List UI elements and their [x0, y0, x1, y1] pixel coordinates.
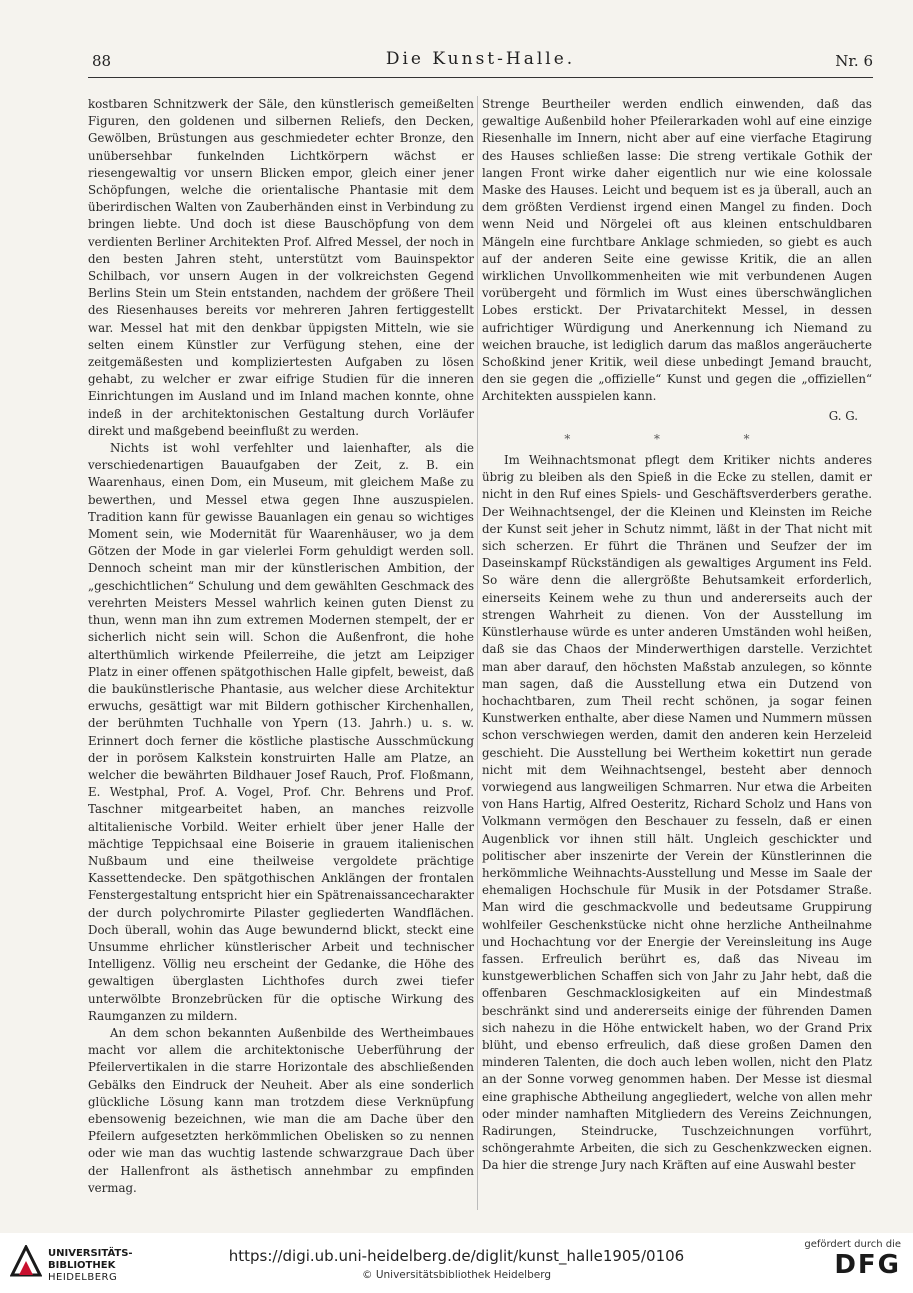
- header-rule: [88, 77, 873, 78]
- copyright-notice: © Universitätsbibliothek Heidelberg: [361, 1269, 551, 1281]
- paragraph: Im Weihnachtsmonat pflegt dem Kritiker nichts anderes übrig zu bleiben als den Spieß in die Ecke zu stellen, damit er nicht in den Ruf eines Spiels- und Geschäftsverderbers gerathe. Der Weihnachtsengel, der die Kleinen und Kleinsten im Reiche der Kunst seit jeher in Schutz nimmt, läßt in der That nicht mit sich scherzen. Er führt die Thränen und Seufzer der im Daseinskampf Rückständigen als gewaltiges Argument ins Feld. So wäre denn die allergrößte Behutsamkeit erforderlich, einerseits Keinem wehe zu thun und andererseits auch der strengen Wahrheit zu dienen. Von der Ausstellung im Künstlerhause würde es unter anderen Umständen wohl heißen, daß sie das Chaos der Minderwerthigen darstelle. Verzichtet man aber darauf, den höchsten Maßstab anzulegen, so könnte man sagen, daß die Ausstellung etwa ein Dutzend von hochachtbaren, zum Theil recht schönen, ja sogar feinen Kunstwerken enthalte, aber diese Namen und Nummern müssen schon verschwiegen werden, damit den anderen kein Herzeleid geschieht. Die Ausstellung bei Wertheim kokettirt nun gerade nicht mit dem Weihnachtsengel, besteht aber dennoch vorwiegend aus langweiligen Schmarren. Nur etwa die Arbeiten von Hans Hartig, Alfred Oesteritz, Richard Scholz und Hans von Volkmann vermögen den Beschauer zu fesseln, daß er einen Augenblick vor ihnen still hält. Ungleich geschickter und politischer aber inszenirte der Verein der Künstlerinnen die herkömmliche Weihnachts-Ausstellung und Messe im Saale der ehemaligen Hochschule für Musik in der Potsdamer Straße. Man wird die geschmackvolle und bedeutsame Gruppirung wohlfeiler Geschenkstücke nicht ohne herzliche Antheilnahme und Hochachtung vor der Energie der Vereinsleitung ins Auge fassen. Erfreulich berührt es, daß das Niveau im kunstgewerblichen Schaffen sich von Jahr zu Jahr hebt, daß die offenbaren Geschmacklosigkeiten auf ein Mindestmaß beschränkt sind und andererseits einige der führenden Damen sich nahezu in die Höhe entwickelt haben, wo der Grand Prix blüht, und ebenso erfreulich, daß diese großen Damen den minderen Talenten, die doch auch leben wollen, nicht den Platz an der Sonne vorweg genommen haben. Der Messe ist diesmal eine graphische Abtheilung angegliedert, welche von allen mehr oder minder namhaften Mitgliedern des Vereins Zeichnungen, Radirungen, Steindrucke, Tuschzeichnungen vorführt, schöngerahmte Arbeiten, die sich zu Geschenkzwecken eignen. Da hier die strenge Jury nach Kräften auf eine Auswahl bester: [482, 453, 872, 1173]
- paragraph: Strenge Beurtheiler werden endlich einwenden, daß das gewaltige Außenbild hoher Pfeilerarkaden wohl auf eine einzige Riesenhalle im Innern, nicht aber auf eine vierfache Etagirung des Hauses schließen lasse: Die streng vertikale Gothik der langen Front wirke daher eigentlich nur wie eine kolossale Maske des Hauses. Leicht und bequem ist es ja überall, auch an dem größten Verdienst irgend einen Mangel zu finden. Doch wenn Neid und Nörgelei oft aus kleinen entschuldbaren Mängeln eine furchtbare Anklage schmieden, so giebt es auch auf der anderen Seite eine gewisse Kritik, die an allen wirklichen Unvollkommenheiten wie mit verbundenen Augen vorübergeht und förmlich im Wust eines überschwänglichen Lobes erstickt. Der Privatarchitekt Messel, in dessen aufrichtiger Würdigung und Anerkennung ich Niemand zu weichen brauche, ist lediglich darum das maßlos angeräucherte Schoßkind jener Kritik, weil diese unbedingt Jemand braucht, den sie gegen die „offizielle“ Kunst und gegen die „offiziellen“ Architekten ausspielen kann.: [482, 97, 872, 404]
- running-header: [88, 49, 873, 80]
- dfg-logo[interactable]: [791, 1239, 901, 1287]
- paragraph: An dem schon bekannten Außenbilde des Wertheimbaues macht vor allem die architektonische Ueberführung der Pfeilervertikalen in die starre Horizontale des abschließenden Gebälks den Eindruck der Neuheit. Aber als eine sonderlich glückliche Lösung kann man trotzdem diese Verknüpfung ebensowenig bezeichnen, wie man die am Dache über den Pfeilern aufgesetzten herkömmlichen Obelisken so zu nennen oder wie man das wuchtig lastende schwarzgraue Dach über der Hallenfront als ästhetisch annehmbar zu empfinden vermag.: [88, 1025, 474, 1195]
- column-divider: [477, 96, 478, 1210]
- viewer-footer: [0, 1233, 913, 1293]
- paragraph: kostbaren Schnitzwerk der Säle, den künstlerisch gemeißelten Figuren, den goldenen und silbernen Reliefs, den Decken, Gewölben, Brüstungen aus geschmiedeter echter Bronze, den unübersehbar funkelnden Lichtkörpern wächst er riesengewaltig vor unsern Blicken empor, gleich einer jener Schöpfungen, welche die orientalische Phantasie mit dem überirdischen Walten von Zauberhänden einst in Verbindung zu bringen liebte. Und doch ist diese Bauschöpfung von dem verdienten Berliner Architekten Prof. Alfred Messel, der noch in den besten Jahren steht, unterstützt vom Bauinspektor Schilbach, vor unsern Augen in der volkreichsten Gegend Berlins Stein um Stein entstanden, nachdem der größere Theil des Riesenhauses bereits vor mehreren Jahren fertiggestellt war. Messel hat mit den denkbar üppigsten Mitteln, wie sie selten einem Künstler zur Verfügung stehen, eine der zeitgemäßesten und kompliziertesten Aufgaben zu lösen gehabt, zu welcher er zwar eifrige Studien für die inneren Einrichtungen im Ausland und im Inland machen konnte, ohne indeß in der architektonischen Gestaltung durch Vorläufer direkt und maßgebend beeinflußt zu werden.: [88, 97, 474, 438]
- journal-title: Die Kunst-Halle.: [385, 49, 576, 69]
- page-number: 88: [92, 52, 112, 70]
- author-signature: G. G.: [828, 408, 858, 423]
- paragraph: Nichts ist wohl verfehlter und laienhafter, als die verschiedenartigen Bauaufgaben der Zeit, z. B. ein Waarenhaus, einen Dom, ein Museum, mit gleichem Maße zu bewerthen, und Messel etwa gegen Ihne auszuspielen. Tradition kann für gewisse Bauanlagen ein genau so wichtiges Moment sein, wie Modernität für Waarenhäuser, wo ja dem Götzen der Mode in gar vielerlei Form gehuldigt werden soll. Dennoch scheint man mir der künstlerischen Ambition, der „geschichtlichen“ Schulung und dem gewählten Geschmack des verehrten Meisters Messel wahrlich keinen guten Dienst zu thun, wenn man ihn zum extremen Modernen stempelt, der er sicherlich nicht sein will. Schon die Außenfront, die hohe alterthümlich wirkende Pfeilerreihe, die jetzt am Leipziger Platz in einer offenen spätgothischen Halle gipfelt, beweist, daß die baukünstlerische Phantasie, aus welcher diese Architektur erwuchs, gesättigt war mit Bildern gothischer Kirchenhallen, der berühmten Tuchhalle von Ypern (13. Jahrh.) u. s. w. Erinnert doch ferner die köstliche plastische Ausschmückung der in porösem Kalkstein konstruirten Halle am Platze, an welcher die bewährten Bildhauer Josef Rauch, Prof. Floßmann, E. Westphal, Prof. A. Vogel, Prof. Chr. Behrens und Prof. Taschner mitgearbeitet haben, an manches reizvolle altitalienische Vorbild. Weiter erhielt über jener Halle der mächtige Teppichsaal eine Boiserie in grauem italienischen Nußbaum und eine theilweise vergoldete prächtige Kassettendecke. Den spätgothischen Anklängen der frontalen Fenstergestaltung entspricht hier ein Spätrenaissancecharakter der durch polychromirte Pilaster gegliederten Wandflächen. Doch überall, wohin das Auge bewundernd blickt, steckt eine Unsumme ehrlicher künstlerischer Arbeit und technischer Intelligenz. Völlig neu erscheint der Gedanke, die Höhe des gewaltigen überglasten Lichthofes durch zwei tiefer unterwölbte Bronzebrücken für die optische Wirkung des Raumganzen zu mildern.: [88, 441, 474, 1023]
- permalink-url[interactable]: https://digi.ub.uni-heidelberg.de/diglit/kunst_halle1905/0106: [228, 1247, 685, 1265]
- library-name-line2: BIBLIOTHEK: [48, 1260, 116, 1271]
- library-name-line3: HEIDELBERG: [48, 1272, 118, 1283]
- left-column: [88, 96, 474, 1197]
- issue-number: Nr. 6: [835, 52, 873, 70]
- right-column: [482, 96, 872, 1175]
- section-separator: * * *: [564, 431, 790, 446]
- funded-by-label: gefördert durch die: [804, 1239, 901, 1250]
- dfg-wordmark: DFG: [834, 1250, 901, 1280]
- library-name-line1: UNIVERSITÄTS-: [48, 1248, 133, 1259]
